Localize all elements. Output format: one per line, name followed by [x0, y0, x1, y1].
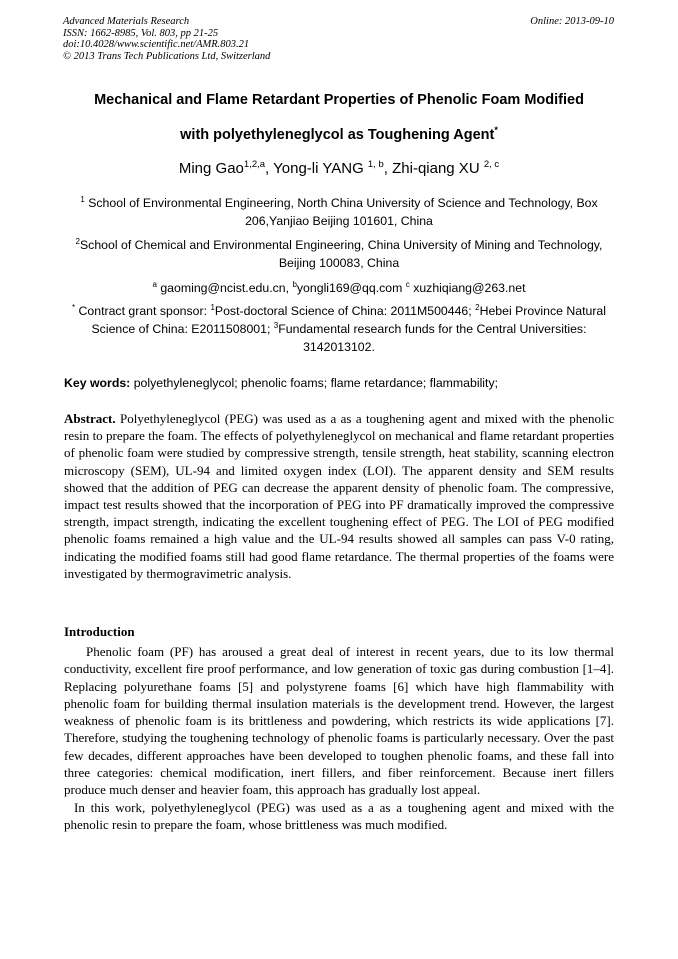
author-affiliation-mark: 1,2,a: [243, 159, 266, 170]
affiliation-1: [64, 194, 614, 230]
introduction-paragraph-2: In this work, polyethyleneglycol (PEG) was used as a as a toughening agent and mixed with the phenolic resin to prepare the foam, whose brittleness was much modified.: [64, 799, 614, 832]
paper-title-line1: Mechanical and Flame Retardant Properties of Phenolic Foam Modified: [94, 92, 584, 108]
email-link[interactable]: xuzhiqiang@263.net: [409, 281, 526, 295]
section-heading-introduction: Introduction: [64, 624, 135, 639]
grant-text: Fundamental research funds for the Central Universities: 3142013102.: [278, 322, 587, 354]
grant-mark: *: [71, 302, 76, 312]
grant-note: [64, 302, 614, 356]
online-date: [530, 16, 614, 28]
abstract: [64, 410, 614, 582]
abstract-label: Abstract.: [64, 411, 116, 426]
copyright-line: © 2013 Trans Tech Publications Ltd, Switzerland: [63, 50, 271, 62]
grant-text: Contract grant sponsor:: [75, 304, 211, 318]
affiliation-text: School of Environmental Engineering, North China University of Science and Technology, Box 206,Yanjiao Beijing 101601, China: [84, 196, 598, 228]
paper-title-line2: [50, 127, 628, 143]
author-name: Zhi-qiang XU: [392, 160, 484, 177]
grant-text: Post-doctoral Science of China: 2011M500446;: [214, 304, 476, 318]
author-list: [50, 160, 628, 177]
title-footnote-mark: *: [494, 125, 498, 136]
author-separator: ,: [265, 160, 274, 177]
grant-text: Hebei Province Natural Science of China: E2011508001;: [91, 304, 607, 336]
affiliation-text: School of Chemical and Environmental Engineering, China University of Mining and Technology, Beijing 100083, China: [79, 238, 603, 270]
abstract-text: Polyethyleneglycol (PEG) was used as a as a toughening agent and mixed with the phenolic resin to prepare the foam. The effects of polyethyleneglycol on mechanical and flame retardant properties of phenolic foam were studied by compressive strength, tensile strength, heat stability, scanning electron microscopy (SEM), UL-94 and limited oxygen index (LOI). The apparent density and SEM results showed that the addition of PEG can decrease the apparent density of phenolic foam. The compressive, impact test results showed that the incorporation of PEG into PF dramatically improved the compressive strength, impact strength, indicating the excellent toughening effect of PEG. The LOI of PEG modified phenolic foams remained a high value and the UL-94 results showed all samples can pass V-0 rating, indicating the modified foams still had good flame retardance. The thermal properties of the foams were investigated by thermogravimetric analysis.: [64, 411, 614, 581]
keywords-label: Key words:: [64, 376, 131, 390]
keywords: [64, 376, 624, 390]
grant-mark: 1: [210, 302, 215, 312]
author-separator: ,: [383, 160, 393, 177]
journal-header: [63, 16, 270, 62]
author-name: Yong-li YANG: [273, 160, 368, 177]
author-affiliation-mark: 1, b: [367, 159, 384, 170]
introduction-body: [64, 643, 614, 833]
email-mark: b: [292, 279, 297, 289]
email-mark: a: [152, 279, 157, 289]
affiliation-mark: 1: [80, 194, 85, 204]
author-affiliation-mark: 2, c: [483, 159, 500, 170]
issn-line: ISSN: 1662-8985, Vol. 803, pp 21-25: [63, 27, 219, 39]
email-link[interactable]: yongli169@qq.com: [296, 281, 406, 295]
email-link[interactable]: gaoming@ncist.edu.cn,: [156, 281, 293, 295]
email-mark: c: [405, 279, 410, 289]
paper-title-line2-text: with polyethyleneglycol as Toughening Agent: [180, 127, 495, 143]
author-name: Ming Gao: [178, 160, 244, 177]
online-date-text: Online: 2013-09-10: [530, 16, 614, 27]
affiliation-2: [64, 236, 614, 272]
doi-line: doi:10.4028/www.scientific.net/AMR.803.21: [63, 39, 250, 50]
introduction-paragraph-1: Phenolic foam (PF) has aroused a great deal of interest in recent years, due to its low thermal conductivity, excellent fire proof performance, and low generation of toxic gas during combustion [1–4]. Replacing polyurethane foams [5] and polystyrene foams [6] which have high flammability with phenolic foam for building thermal insulation materials is the development trend. However, the largest weakness of phenolic foam is its brittleness and powdering, which restricts its wide applications [7]. Therefore, studying the toughening technology of phenolic foams is particularly necessary. Over the past few decades, different approaches have been developed to toughen phenolic foams, and these fall into three categories: chemical modification, inert fillers, and fiber reinforcement. Because inert fillers produce much denser and heavier foam, this approach has gradually lost appeal.: [64, 644, 614, 798]
journal-name: Advanced Materials Research: [63, 16, 190, 27]
email-list: [64, 279, 614, 297]
grant-mark: 2: [475, 302, 480, 312]
keywords-text: polyethyleneglycol; phenolic foams; flame retardance; flammability;: [130, 376, 499, 390]
grant-mark: 3: [273, 320, 279, 330]
affiliation-mark: 2: [75, 236, 80, 246]
